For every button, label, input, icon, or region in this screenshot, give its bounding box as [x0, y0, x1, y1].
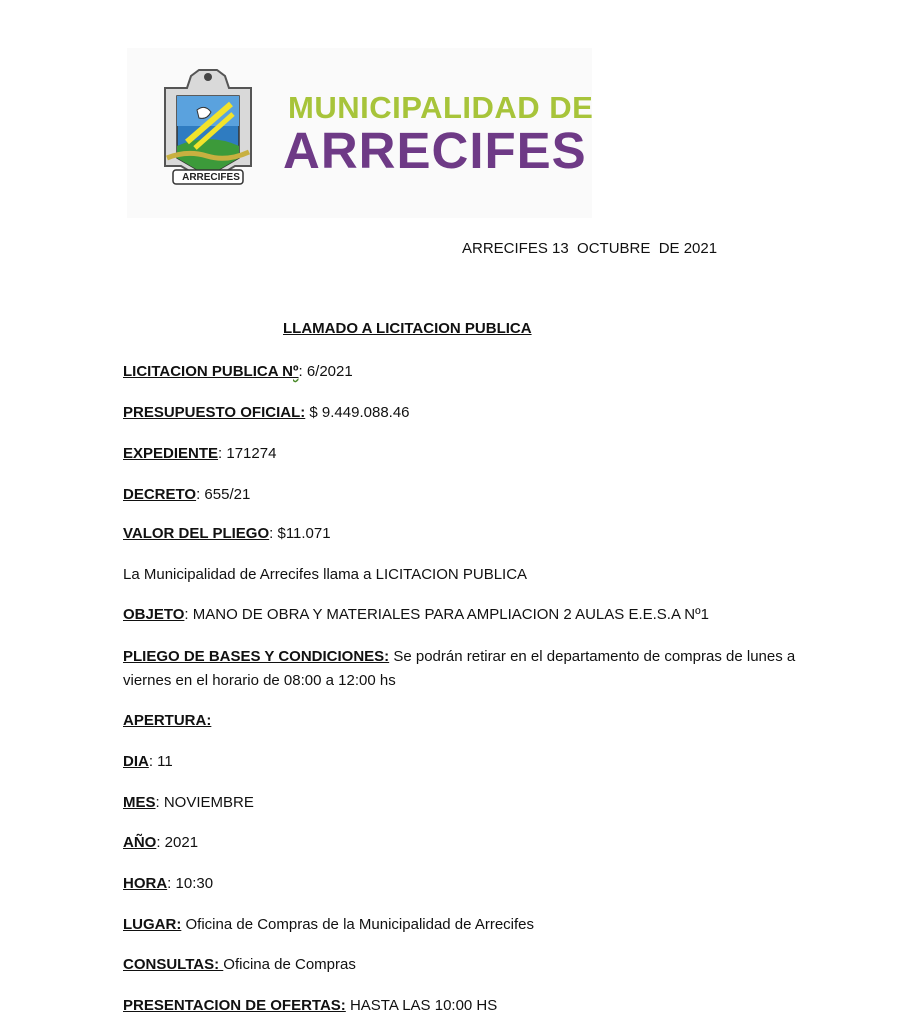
valor-pliego-label: VALOR DEL PLIEGO — [123, 525, 270, 542]
anio-value: : 2021 — [156, 834, 199, 851]
expediente-label: EXPEDIENTE — [123, 445, 219, 462]
licitacion-label: LICITACION PUBLICA Nº — [123, 363, 299, 380]
lugar-label: LUGAR: — [123, 916, 182, 933]
mes-label: MES — [123, 794, 156, 811]
pliego-row — [123, 645, 813, 693]
anio-row — [123, 831, 198, 855]
municipal-logo — [127, 48, 592, 218]
decreto-label: DECRETO — [123, 486, 197, 503]
objeto-label: OBJETO — [123, 606, 185, 623]
apertura-row — [123, 709, 211, 733]
objeto-value: : MANO DE OBRA Y MATERIALES PARA AMPLIACION 2 AULAS E.E.S.A Nº1 — [184, 606, 709, 623]
dia-value: : 11 — [148, 753, 173, 770]
pliego-value: Se podrán retirar en el departamento de compras de lunes a viernes en el horario de 08:00 a 12:00 hs — [123, 648, 796, 689]
licitacion-row — [123, 360, 353, 384]
hora-row — [123, 872, 213, 896]
decreto-row — [123, 483, 250, 507]
lugar-value: Oficina de Compras de la Municipalidad de Arrecifes — [181, 916, 535, 933]
expediente-value: : 171274 — [218, 445, 277, 462]
expediente-row — [123, 442, 276, 466]
valor-pliego-row — [123, 522, 331, 546]
lugar-row — [123, 913, 534, 937]
consultas-value: Oficina de Compras — [223, 956, 356, 973]
document-date: ARRECIFES 13 OCTUBRE DE 2021 — [462, 240, 718, 257]
hora-value: : 10:30 — [167, 875, 214, 892]
consultas-row — [123, 953, 356, 977]
presupuesto-label: PRESUPUESTO OFICIAL: — [123, 404, 306, 421]
presupuesto-value: $ 9.449.088.46 — [305, 404, 410, 421]
presupuesto-row — [123, 401, 410, 425]
intro-text: La Municipalidad de Arrecifes llama a LICITACION PUBLICA — [123, 566, 528, 583]
licitacion-value: : 6/2021 — [298, 363, 353, 380]
logo-line-municipalidad: MUNICIPALIDAD DE — [288, 90, 594, 125]
logo-line-arrecifes: ARRECIFES — [283, 122, 587, 179]
hora-label: HORA — [123, 875, 168, 892]
presentacion-label: PRESENTACION DE OFERTAS: — [123, 997, 346, 1014]
apertura-label: APERTURA: — [123, 712, 212, 729]
pliego-label: PLIEGO DE BASES Y CONDICIONES: — [123, 648, 390, 665]
anio-label: AÑO — [123, 834, 157, 851]
presentacion-row — [123, 994, 497, 1018]
consultas-label: CONSULTAS: — [123, 956, 224, 973]
decreto-value: : 655/21 — [196, 486, 251, 503]
valor-pliego-value: : $11.071 — [269, 525, 331, 542]
dia-label: DIA — [123, 753, 149, 770]
objeto-row — [123, 603, 709, 627]
mes-value: : NOVIEMBRE — [155, 794, 254, 811]
document-title: LLAMADO A LICITACION PUBLICA — [283, 320, 532, 337]
mes-row — [123, 791, 254, 815]
dia-row — [123, 750, 173, 774]
crest-ribbon-text: ARRECIFES — [182, 172, 240, 183]
presentacion-value: HASTA LAS 10:00 HS — [345, 997, 498, 1014]
